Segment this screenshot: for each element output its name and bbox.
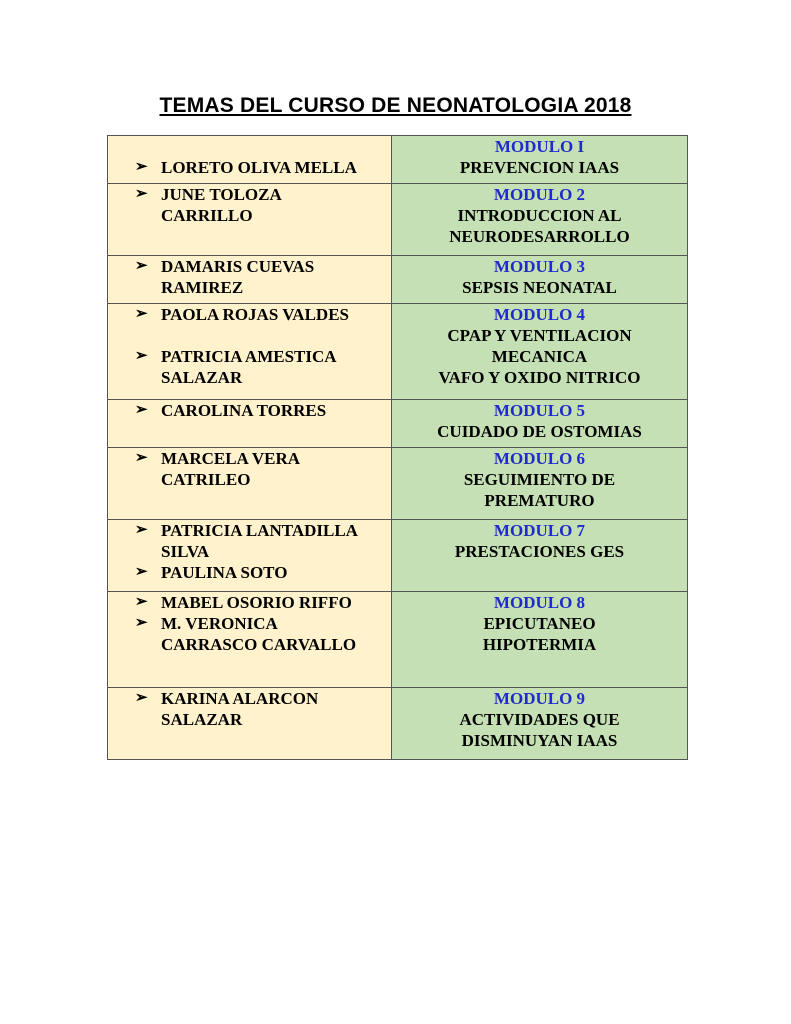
participants-list [108,688,391,730]
module-topic-line: NEURODESARROLLO [449,227,630,246]
page-title: TEMAS DEL CURSO DE NEONATOLOGIA 2018 [159,94,632,117]
spacer [135,325,391,346]
table-row [108,592,688,688]
participant-item [135,448,391,490]
participant-item [135,304,391,325]
participants-cell [108,520,392,592]
module-title: MODULO 8 [493,593,586,612]
module-topic-line: PRESTACIONES GES [454,542,625,561]
module-topic-line: SEGUIMIENTO DE [463,470,616,489]
participants-list [108,256,391,298]
participants-cell [108,256,392,304]
participant-name-line: CARRASCO CARVALLO [161,635,357,654]
module-topic-line: ACTIVIDADES QUE [459,710,620,729]
participants-list [108,400,391,421]
arrow-bullet-icon: ➢ [135,258,148,274]
module-title: MODULO 2 [493,185,586,204]
module-title: MODULO 9 [493,689,586,708]
participant-name-line: LORETO OLIVA MELLA [161,158,357,177]
participant-name-line: SALAZAR [161,368,243,387]
participant-item [135,346,391,388]
module-topic-line: PREMATURO [484,491,595,510]
participants-cell [108,688,392,760]
participant-name-line: JUNE TOLOZA [161,185,282,204]
table-row [108,256,688,304]
participant-item [135,688,391,730]
table-row [108,400,688,448]
arrow-bullet-icon: ➢ [135,186,148,202]
arrow-bullet-icon: ➢ [135,690,148,706]
module-topic-line: HIPOTERMIA [482,635,597,654]
participants-cell [108,184,392,256]
participant-item [135,256,391,298]
module-topic-line: SEPSIS NEONATAL [462,278,617,297]
participants-cell [108,304,392,400]
participant-item [135,184,391,226]
module-title: MODULO 7 [493,521,586,540]
participants-cell [108,448,392,520]
participant-name-line: PATRICIA LANTADILLA [161,521,358,540]
arrow-bullet-icon: ➢ [135,306,148,322]
module-topic-line: CPAP Y VENTILACION [447,326,632,345]
table-row [108,520,688,592]
module-topic-line: EPICUTANEO [483,614,596,633]
participants-cell [108,400,392,448]
participants-list [108,304,391,388]
participants-list [108,136,391,178]
arrow-bullet-icon: ➢ [135,402,148,418]
participant-name-line: MARCELA VERA [161,449,301,468]
participant-item [135,613,391,655]
participant-name-line: CAROLINA TORRES [161,401,327,420]
arrow-bullet-icon: ➢ [135,159,148,175]
participant-name-line: M. VERONICA [161,614,278,633]
participant-name-line: SALAZAR [161,710,243,729]
module-cell [392,592,688,688]
module-title: MODULO 5 [493,401,586,420]
participant-name-line: CATRILEO [161,470,251,489]
module-topic-line: PREVENCION IAAS [459,158,620,177]
module-title: MODULO 4 [493,305,586,324]
table-row [108,136,688,184]
course-schedule-table [107,135,688,760]
arrow-bullet-icon: ➢ [135,450,148,466]
participant-name-line: MABEL OSORIO RIFFO [161,593,352,612]
participant-item [135,400,391,421]
module-cell [392,136,688,184]
participant-name-line: PATRICIA AMESTICA [161,347,337,366]
participants-list [108,520,391,583]
module-title: MODULO 6 [493,449,586,468]
schedule-body [108,136,688,760]
module-topic-line: CUIDADO DE OSTOMIAS [437,422,642,441]
module-cell [392,184,688,256]
module-cell [392,520,688,592]
arrow-bullet-icon: ➢ [135,348,148,364]
participants-cell [108,136,392,184]
module-cell [392,256,688,304]
module-topic-line: MECANICA [491,347,588,366]
table-row [108,448,688,520]
participant-item [135,520,391,562]
module-title: MODULO I [494,137,585,156]
module-topic-line: DISMINUYAN IAAS [461,731,618,750]
module-topic-line: INTRODUCCION AL [457,206,622,225]
participants-list [108,592,391,655]
participant-name-line: KARINA ALARCON [161,689,319,708]
participant-item [135,592,391,613]
participant-name-line: SILVA [161,542,210,561]
module-cell [392,400,688,448]
participant-item [135,562,391,583]
arrow-bullet-icon: ➢ [135,615,148,631]
arrow-bullet-icon: ➢ [135,594,148,610]
module-cell [392,448,688,520]
table-row [108,688,688,760]
module-cell [392,304,688,400]
module-title: MODULO 3 [493,257,586,276]
module-cell [392,688,688,760]
participants-list [108,448,391,490]
page-title-wrapper [0,94,791,118]
participant-name-line: CARRILLO [161,206,253,225]
participants-list [108,184,391,226]
participant-name-line: PAULINA SOTO [161,563,288,582]
arrow-bullet-icon: ➢ [135,522,148,538]
participant-name-line: RAMIREZ [161,278,244,297]
participant-name-line: DAMARIS CUEVAS [161,257,315,276]
participant-name-line: PAOLA ROJAS VALDES [161,305,349,324]
participant-item [135,157,391,178]
module-topic-line: VAFO Y OXIDO NITRICO [438,368,641,387]
participants-cell [108,592,392,688]
table-row [108,184,688,256]
arrow-bullet-icon: ➢ [135,564,148,580]
table-row [108,304,688,400]
